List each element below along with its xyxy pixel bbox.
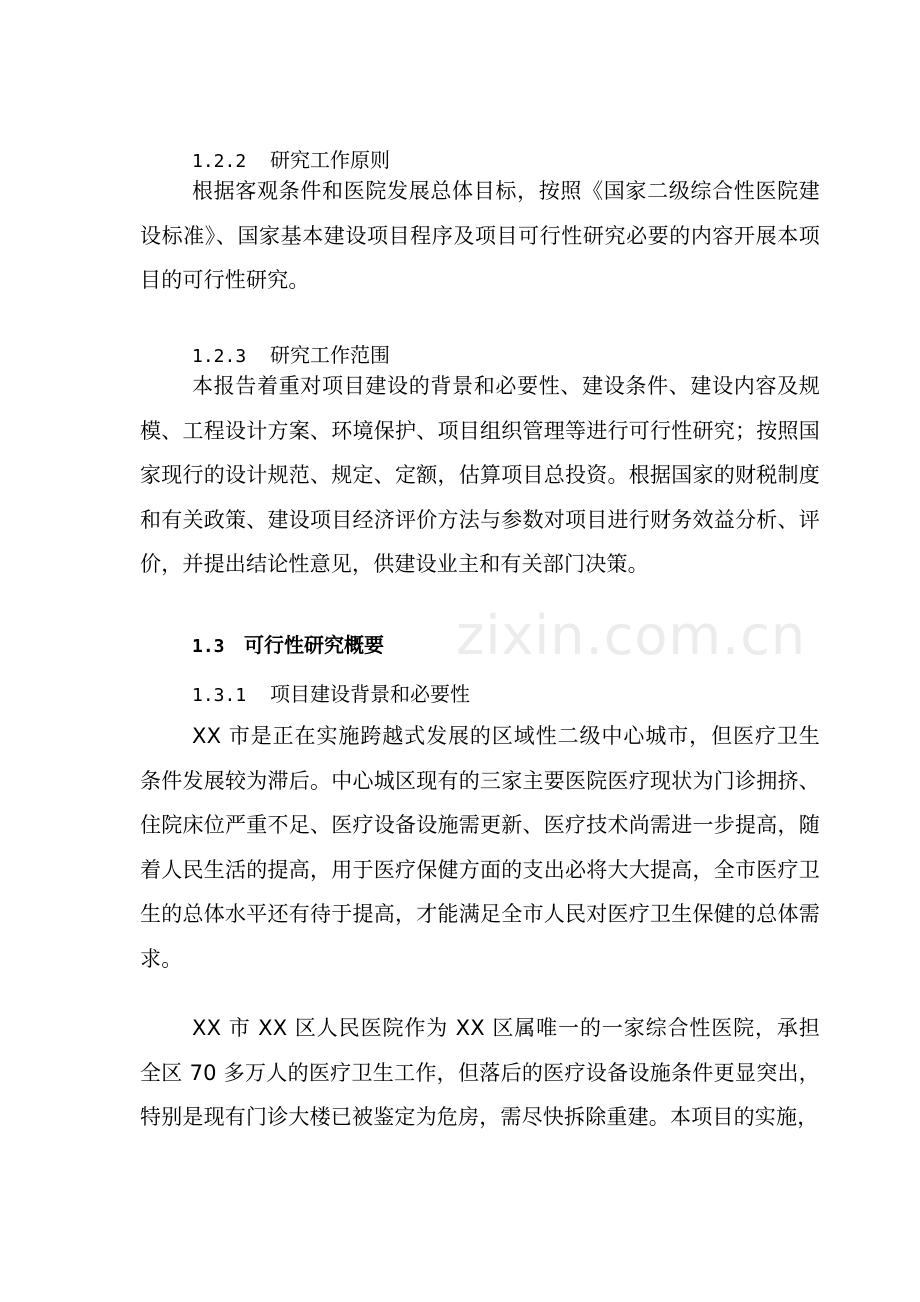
section-title: 项目建设背景和必要性 xyxy=(270,682,470,706)
section-number: 1.2.3 xyxy=(192,346,247,367)
section-number: 1.3 xyxy=(192,636,225,657)
watermark: zixin.com.cn xyxy=(456,604,807,667)
section-number: 1.3.1 xyxy=(192,685,247,706)
section-title: 研究工作原则 xyxy=(270,148,390,172)
section-title: 可行性研究概要 xyxy=(244,633,384,657)
paragraph-hospital: XX 市 XX 区人民医院作为 XX 区属唯一的一家综合性医院，承担全区 70 多万人的医疗卫生工作，但落后的医疗设备设施条件更显突出，特别是现有门诊大楼已被鉴定为危房，需尽快拆除重建。本项目的实施， xyxy=(140,1016,820,1129)
section-title: 研究工作范围 xyxy=(270,343,390,367)
paragraph-background: XX 市是正在实施跨越式发展的区域性二级中心城市，但医疗卫生条件发展较为滞后。中心城区现有的三家主要医院医疗现状为门诊拥挤、住院床位严重不足、医疗设备设施需更新、医疗技术尚需进一步提高，随着人民生活的提高，用于医疗保健方面的支出必将大大提高，全市医疗卫生的总体水平还有待于提高，才能满足全市人民对医疗卫生保健的总体需求。 xyxy=(140,724,820,971)
paragraph-scope: 本报告着重对项目建设的背景和必要性、建设条件、建设内容及规模、工程设计方案、环境保护、项目组织管理等进行可行性研究；按照国家现行的设计规范、规定、定额，估算项目总投资。根据国家的财税制度和有关政策、建设项目经济评价方法与参数对项目进行财务效益分析、评价，并提出结论性意见，供建设业主和有关部门决策。 xyxy=(140,374,820,576)
section-heading-1-3 xyxy=(192,631,384,661)
section-number: 1.2.2 xyxy=(192,151,247,172)
paragraph-principles: 根据客观条件和医院发展总体目标，按照《国家二级综合性医院建设标准》、国家基本建设项目程序及项目可行性研究必要的内容开展本项目的可行性研究。 xyxy=(140,179,820,292)
section-heading-1-3-1 xyxy=(192,680,470,710)
